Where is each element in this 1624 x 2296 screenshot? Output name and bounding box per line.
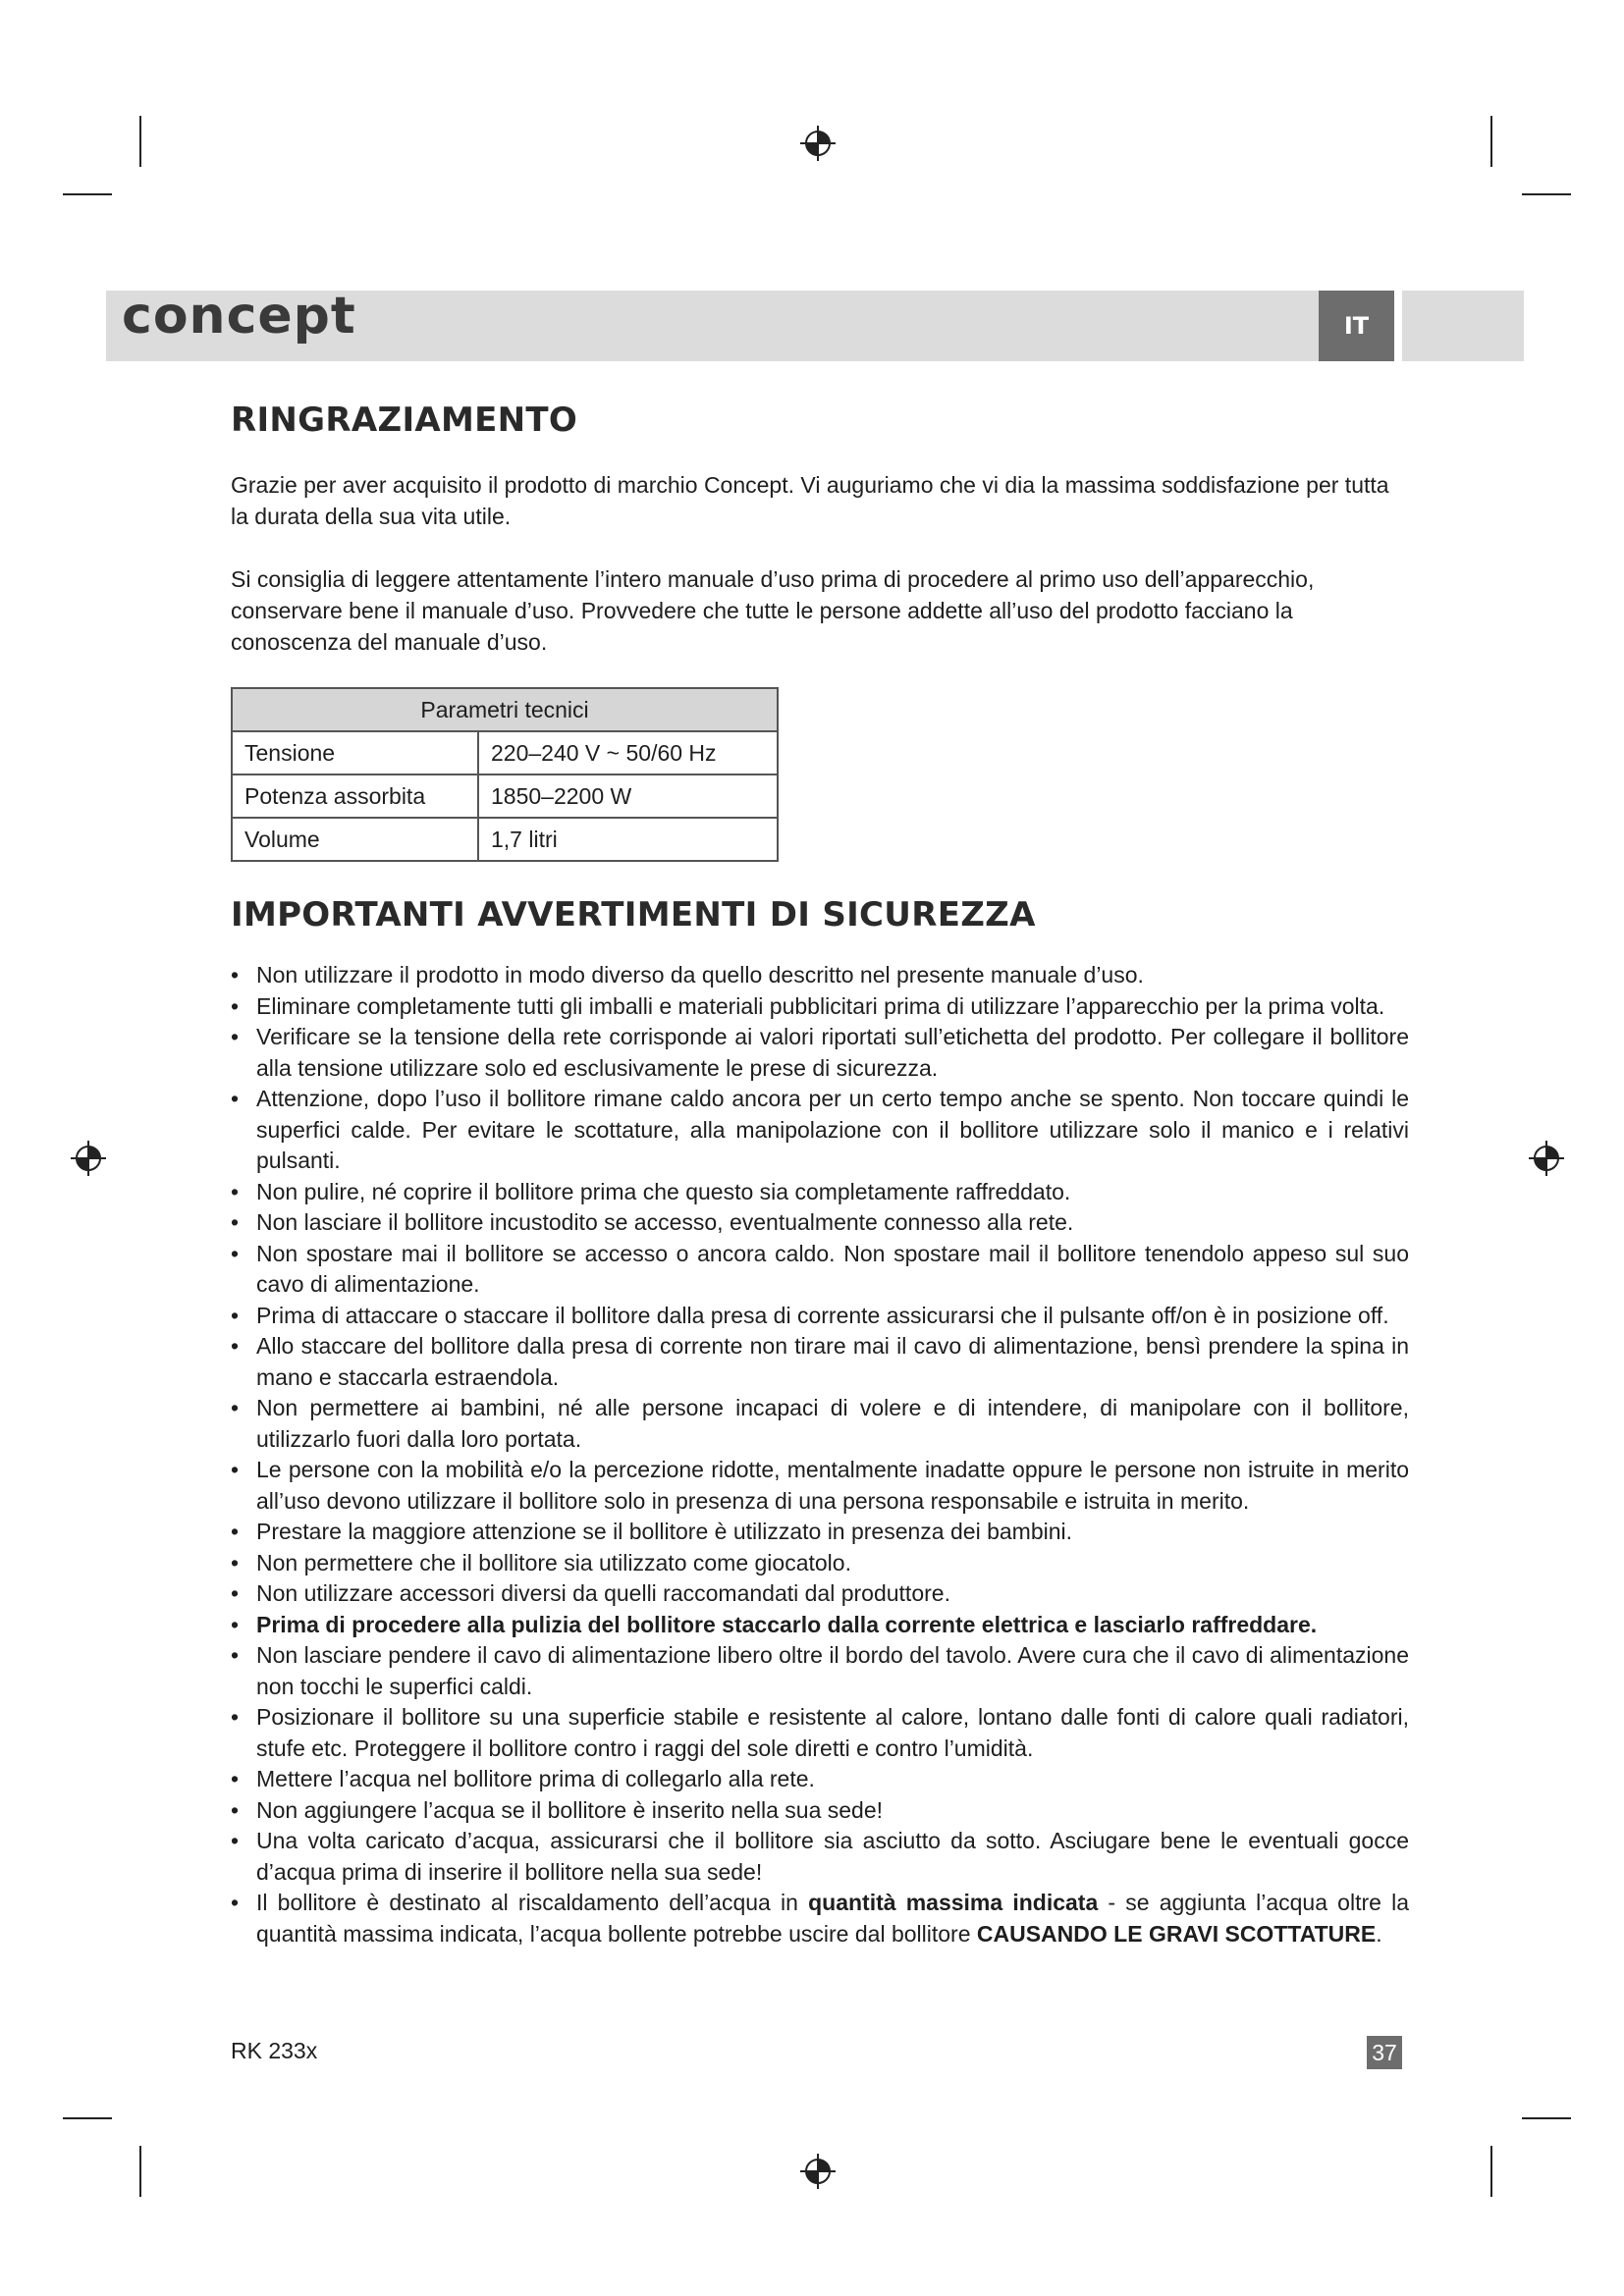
section-title-thanks: RINGRAZIAMENTO [231, 400, 578, 440]
list-item-text: Eliminare completamente tutti gli imballi e materiali pubblicitari prima di utilizzare l’apparecchio per la prima volta. [256, 992, 1385, 1019]
crop-mark [1522, 193, 1571, 195]
crop-mark [1490, 2146, 1492, 2197]
list-item [231, 1084, 1409, 1177]
list-item-text: Non spostare mai il bollitore se accesso o ancora caldo. Non spostare mail il bollitore tenendolo appeso sul suo cavo di alimentazione. [256, 1240, 1409, 1297]
list-item [231, 991, 1409, 1023]
table-cell-value: 1850–2200 W [478, 774, 778, 818]
list-item-text: Mettere l’acqua nel bollitore prima di collegarlo alla rete. [256, 1766, 815, 1791]
list-item-text-bold: Prima di procedere alla pulizia del bollitore staccarlo dalla corrente elettrica e lasciarlo raffreddare. [256, 1611, 1318, 1637]
list-item-text-bold: quantità massima indicata [808, 1890, 1099, 1915]
manual-paragraph: Si consiglia di leggere attentamente l’intero manuale d’uso prima di procedere al primo uso dell’apparecchio, conservare bene il manuale d’uso. Provvedere che tutte le persone addette all’uso del prodotto facciano la conoscenza del manuale d’uso. [231, 566, 1315, 655]
list-item [231, 1610, 1409, 1641]
list-item [231, 1331, 1409, 1393]
list-item-text: Non pulire, né coprire il bollitore prima che questo sia completamente raffreddato. [256, 1178, 1071, 1204]
list-item [231, 1795, 1409, 1827]
list-item-text: Non utilizzare il prodotto in modo diverso da quello descritto nel presente manuale d’uso. [256, 962, 1144, 988]
section-title-safety: IMPORTANTI AVVERTIMENTI DI SICUREZZA [231, 895, 1036, 934]
language-badge: IT [1319, 291, 1394, 361]
list-item-text-part: . [1376, 1920, 1382, 1947]
list-item [231, 1301, 1409, 1332]
table-header: Parametri tecnici [232, 688, 778, 731]
list-item-text-part: - se aggiunta l’acqua oltre la quantità massima indicata, l’acqua bollente potrebbe uscire dal bollitore [256, 1890, 1409, 1947]
list-item-text: Non permettere ai bambini, né alle persone incapaci di volere e di intendere, di manipolare con il bollitore, utilizzarlo fuori dalla loro portata. [256, 1395, 1409, 1452]
list-item [231, 1207, 1409, 1239]
table-cell-value: 220–240 V ~ 50/60 Hz [478, 731, 778, 774]
list-item [231, 1517, 1409, 1548]
table-cell-value: 1,7 litri [478, 818, 778, 861]
crop-mark [1522, 2117, 1571, 2119]
list-item [231, 1888, 1409, 1949]
list-item [231, 1177, 1409, 1208]
safety-warnings-list [231, 960, 1409, 1949]
list-item-text: Una volta caricato d’acqua, assicurarsi che il bollitore sia asciutto da sotto. Asciugare bene le eventuali gocce d’acqua prima di inserire il bollitore nella sua sede! [256, 1828, 1409, 1885]
intro-paragraph: Grazie per aver acquisito il prodotto di marchio Concept. Vi auguriamo che vi dia la massima soddisfazione per tutta la durata della sua vita utile. [231, 472, 1389, 529]
registration-mark-icon [67, 1137, 110, 1180]
list-item [231, 1239, 1409, 1301]
list-item [231, 1640, 1409, 1702]
registration-mark-icon [1525, 1137, 1568, 1180]
list-item-text: Attenzione, dopo l’uso il bollitore rimane caldo ancora per un certo tempo anche se spento. Non toccare quindi le superfici calde. Per evitare le scottature, alla manipolazione con il bollitore utilizzare solo il manico e i relativi pulsanti. [256, 1086, 1409, 1173]
list-item [231, 1548, 1409, 1579]
table-row [232, 818, 778, 861]
list-item [231, 1022, 1409, 1084]
registration-mark-icon [796, 122, 839, 165]
list-item-text: Non lasciare il bollitore incustodito se accesso, eventualmente connesso alla rete. [256, 1209, 1074, 1235]
list-item [231, 1702, 1409, 1764]
table-row [232, 731, 778, 774]
crop-mark [1490, 116, 1492, 167]
model-number: RK 233x [231, 2038, 318, 2063]
page-number: 37 [1367, 2036, 1402, 2069]
list-item-text-part: Il bollitore è destinato al riscaldamento dell’acqua in [256, 1890, 809, 1915]
list-item-text: Non utilizzare accessori diversi da quelli raccomandati dal produttore. [256, 1580, 950, 1606]
list-item [231, 1393, 1409, 1455]
list-item-text: Prima di attaccare o staccare il bollitore dalla presa di corrente assicurarsi che il pulsante off/on è in posizione off. [256, 1302, 1389, 1328]
registration-mark-icon [796, 2150, 839, 2193]
header-divider [1394, 291, 1402, 361]
crop-mark [63, 193, 112, 195]
list-item-text: Prestare la maggiore attenzione se il bollitore è utilizzato in presenza dei bambini. [256, 1519, 1073, 1544]
crop-mark [139, 116, 141, 167]
list-item-text: Le persone con la mobilità e/o la percezione ridotte, mentalmente inadatte oppure le persone non istruite in merito all’uso devono utilizzare il bollitore solo in presenza di una persona responsabile e istruita in merito. [256, 1457, 1409, 1514]
list-item [231, 1455, 1409, 1517]
list-item-text: Verificare se la tensione della rete corrisponde ai valori riportati sull’etichetta del prodotto. Per collegare il bollitore alla tensione utilizzare solo ed esclusivamente le prese di sicurezza. [256, 1024, 1409, 1081]
table-row [232, 774, 778, 818]
table-cell-label: Volume [232, 818, 478, 861]
list-item-text: Posizionare il bollitore su una superficie stabile e resistente al calore, lontano dalle fonti di calore quali radiatori, stufe etc. Proteggere il bollitore contro i raggi del sole diretti e contro l’umidità. [256, 1704, 1409, 1761]
table-cell-label: Potenza assorbita [232, 774, 478, 818]
list-item [231, 1826, 1409, 1888]
crop-mark [63, 2117, 112, 2119]
list-item [231, 1764, 1409, 1795]
list-item-text: Non aggiungere l’acqua se il bollitore è inserito nella sua sede! [256, 1796, 884, 1823]
technical-parameters-table [231, 687, 779, 862]
list-item [231, 1578, 1409, 1610]
list-item-text: Allo staccare del bollitore dalla presa di corrente non tirare mai il cavo di alimentazione, bensì prendere la spina in mano e staccarla estraendola. [256, 1333, 1409, 1390]
crop-mark [139, 2146, 141, 2197]
brand-logo: concept [122, 287, 356, 346]
list-item-text: Non lasciare pendere il cavo di alimentazione libero oltre il bordo del tavolo. Avere cura che il cavo di alimentazione non tocchi le superfici caldi. [256, 1642, 1409, 1699]
list-item-text: Non permettere che il bollitore sia utilizzato come giocatolo. [256, 1549, 851, 1575]
list-item [231, 960, 1409, 991]
page-content [231, 400, 1409, 1949]
list-item-text-bold: CAUSANDO LE GRAVI SCOTTATURE [976, 1920, 1377, 1947]
table-cell-label: Tensione [232, 731, 478, 774]
